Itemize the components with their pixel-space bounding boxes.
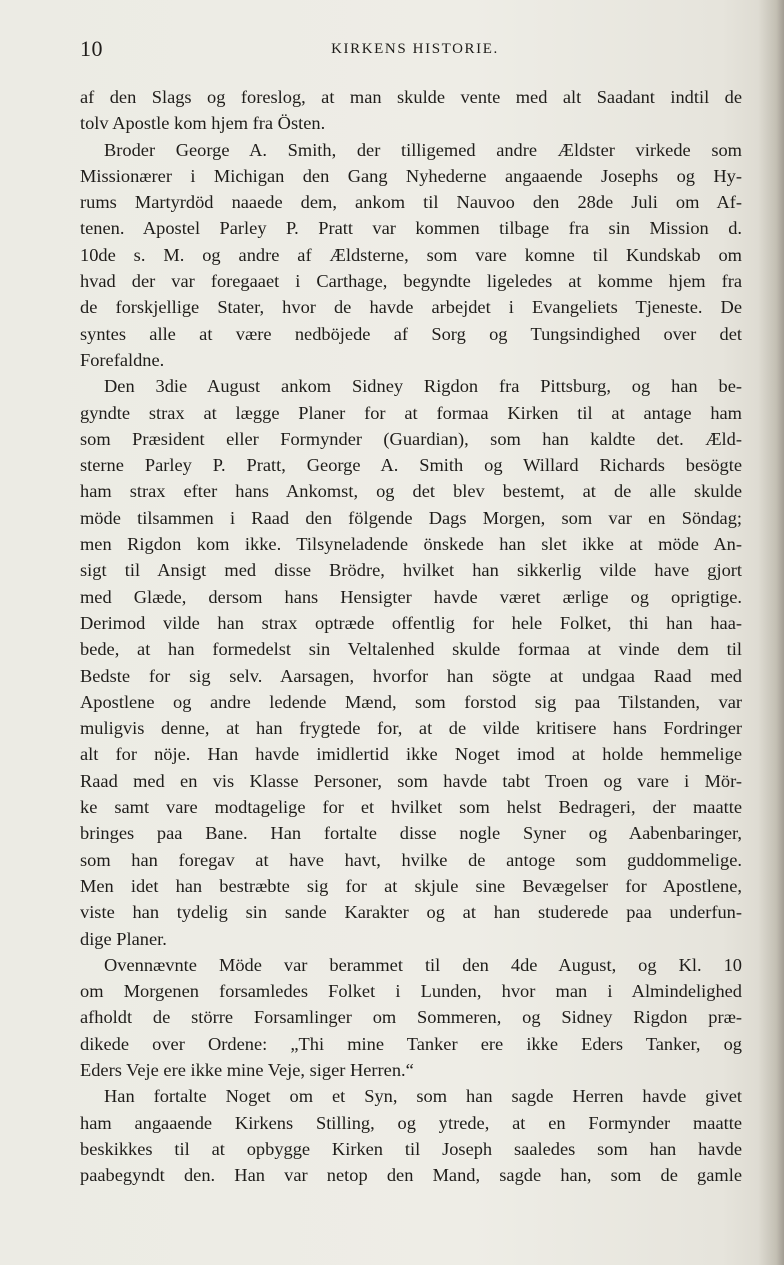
text-line: dige Planer. — [80, 928, 167, 949]
text-line: dikede over Ordene: „Thi mine Tanker ere ikke Eders Tanker, og — [80, 1033, 742, 1054]
text-line: Ovennævnte Möde var berammet til den 4de August, og Kl. 10 — [104, 954, 742, 975]
text-line: syntes alle at være nedböjede af Sorg og Tungsindighed over det — [80, 323, 742, 344]
text-line: bede, at han formedelst sin Veltalenhed skulde formaa at vinde dem til — [80, 639, 742, 660]
text-line: bringes paa Bane. Han fortalte disse nogle Syner og Aabenbaringer, — [80, 823, 742, 844]
text-line: 10de s. M. og andre af Ældsterne, som vare komne til Kundskab om — [80, 244, 742, 265]
text-line: Bedste for sig selv. Aarsagen, hvorfor han sögte at undgaa Raad med — [80, 665, 742, 686]
text-line: beskikkes til at opbygge Kirken til Joseph saaledes som han havde — [80, 1138, 742, 1159]
text-line: tolv Apostle kom hjem fra Östen. — [80, 113, 326, 134]
text-line: Han fortalte Noget om et Syn, som han sagde Herren havde givet — [104, 1086, 742, 1107]
text-line: viste han tydelig sin sande Karakter og at han studerede paa underfun- — [80, 902, 742, 923]
text-line: de forskjellige Stater, hvor de havde arbejdet i Evangeliets Tjeneste. De — [80, 297, 742, 318]
text-line: Missionærer i Michigan den Gang Nyhederne angaaende Josephs og Hy- — [80, 165, 742, 186]
text-line: Eders Veje ere ikke mine Veje, siger Herren.“ — [80, 1059, 414, 1080]
text-line: Broder George A. Smith, der tilligemed andre Ældster virkede som — [104, 139, 742, 160]
text-line: sigt til Ansigt med disse Brödre, hvilket han sikkerlig vilde have gjort — [80, 560, 742, 581]
text-line: paabegyndt den. Han var netop den Mand, sagde han, som de gamle — [80, 1165, 742, 1186]
text-line: af den Slags og foreslog, at man skulde vente med alt Saadant indtil de — [80, 87, 742, 107]
page-edge-shadow — [758, 0, 784, 1265]
text-line: muligvis denne, at han frygtede for, at de vilde kritisere hans Fordringer — [80, 718, 742, 739]
text-line: om Morgenen forsamledes Folket i Lunden, hvor man i Almindelighed — [80, 981, 742, 1002]
text-line: hvad der var foregaaet i Carthage, begyndte ligeledes at komme hjem fra — [80, 271, 742, 292]
text-line: tenen. Apostel Parley P. Pratt var kommen tilbage fra sin Mission d. — [80, 218, 742, 239]
text-line: rums Martyrdöd naaede dem, ankom til Nauvoo den 28de Juli om Af- — [80, 192, 742, 213]
text-line: Men idet han bestræbte sig for at skjule sine Bevægelser for Apostlene, — [80, 875, 742, 896]
page-number: 10 — [80, 36, 103, 61]
body-text — [80, 84, 742, 1188]
text-line: ke samt vare modtagelige for et hvilket som helst Bedrageri, der maatte — [80, 797, 742, 818]
text-line: Apostlene og andre ledende Mænd, som forstod sig paa Tilstanden, var — [80, 691, 742, 712]
text-line: med Glæde, dersom hans Hensigter havde været ærlige og oprigtige. — [80, 586, 742, 607]
text-line: möde tilsammen i Raad den fölgende Dags Morgen, som var en Söndag; — [80, 507, 742, 528]
text-line: Derimod vilde han strax optræde offentlig for hele Folket, thi han haa- — [80, 612, 742, 633]
text-line: gyndte strax at lægge Planer for at formaa Kirken til at antage ham — [80, 402, 742, 423]
text-line: Den 3die August ankom Sidney Rigdon fra Pittsburg, og han be- — [104, 376, 742, 397]
text-line: ham strax efter hans Ankomst, og det blev bestemt, at de alle skulde — [80, 481, 742, 502]
running-title: KIRKENS HISTORIE. — [331, 41, 499, 57]
text-line: Forefaldne. — [80, 349, 165, 370]
text-line: men Rigdon kom ikke. Tilsyneladende önskede han slet ikke at möde An- — [80, 534, 742, 555]
text-line: som han foregav at have havt, hvilke de antoge som guddommelige. — [80, 849, 742, 870]
text-line: alt for nöje. Han havde imidlertid ikke Noget imod at holde hemmelige — [80, 744, 742, 765]
text-line: sterne Parley P. Pratt, George A. Smith og Willard Richards besögte — [80, 455, 742, 476]
page-header — [80, 36, 736, 66]
text-line: Raad med en vis Klasse Personer, som havde tabt Troen og vare i Mör- — [80, 770, 742, 791]
text-line: afholdt de större Forsamlinger om Sommeren, og Sidney Rigdon præ- — [80, 1007, 742, 1028]
text-line: ham angaaende Kirkens Stilling, og ytrede, at en Formynder maatte — [80, 1112, 742, 1133]
text-line: som Præsident eller Formynder (Guardian), som han kaldte det. Æld- — [80, 428, 742, 449]
